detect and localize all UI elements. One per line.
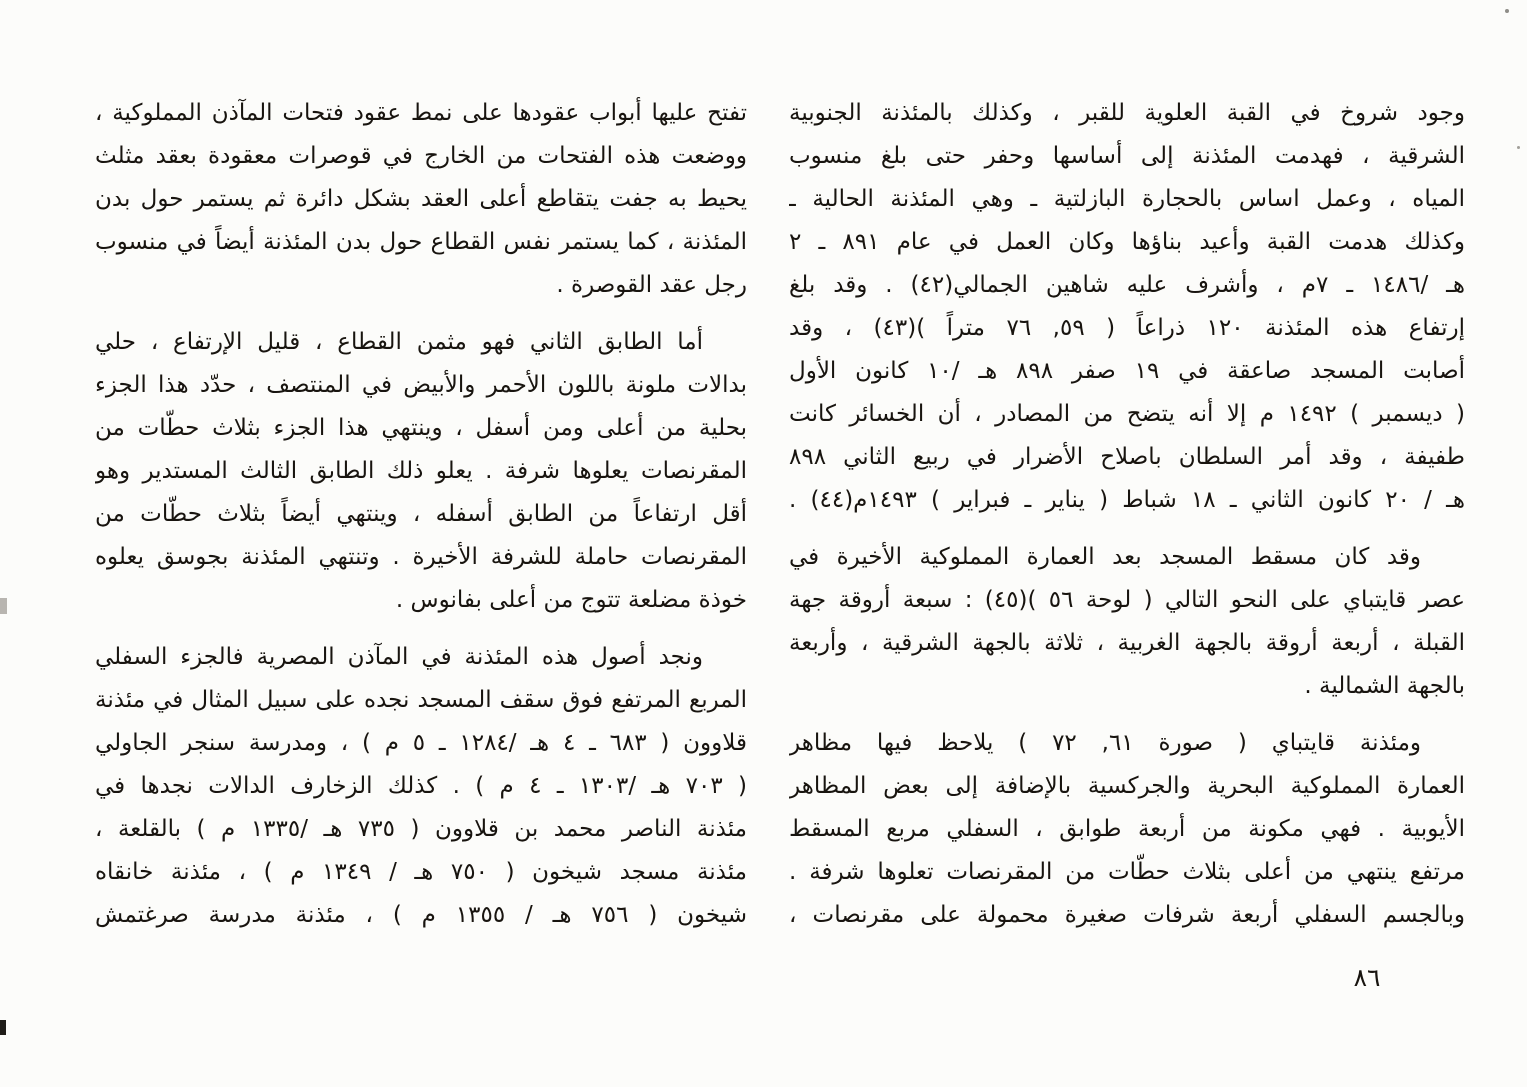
text-line: بالجهة الشمالية . (1304, 673, 1465, 699)
text-line: مئذنة الناصر محمد بن قلاوون ( ٧٣٥ هـ /١٣٣٥ م ) بالقلعة ، (95, 816, 747, 842)
right-column (789, 92, 1465, 937)
text-line: هـ / ٢٠ كانون الثاني ـ ١٨ شباط ( يناير ـ فبراير ) ١٤٩٣م(٤٤) . (789, 487, 1465, 513)
page-number: ٨٦ (1353, 963, 1381, 992)
scan-artifact (1517, 146, 1520, 149)
scan-artifact (0, 598, 7, 614)
text-line: يحيط به جفت يتقاطع أعلى العقد بشكل دائرة ثم يستمر حول بدن (95, 186, 747, 212)
text-line: ونجد أصول هذه المئذنة في المآذن المصرية فالجزء السفلي (95, 644, 703, 670)
text-line: بدالات ملونة باللون الأحمر والأبيض في المنتصف ، حدّد هذا الجزء (95, 372, 747, 398)
text-line: ومئذنة قايتباي ( صورة ٦١, ٧٢ ) يلاحظ فيها مظاهر (789, 730, 1422, 756)
text-line: تفتح عليها أبواب عقودها على نمط عقود فتحات المآذن المملوكية ، (95, 100, 747, 126)
text-line: شيخون ( ٧٥٦ هـ / ١٣٥٥ م ) ، مئذنة مدرسة صرغتمش (95, 902, 747, 928)
paragraph (789, 722, 1465, 937)
text-line: المقرنصات يعلوها شرفة . يعلو ذلك الطابق الثالث المستدير وهو (95, 458, 747, 484)
paragraph (95, 636, 747, 937)
scan-artifact (0, 1020, 6, 1035)
text-line: العمارة المملوكية البحرية والجركسية بالإضافة إلى بعض المظاهر (789, 773, 1465, 799)
text-line: بحلية من أعلى ومن أسفل ، وينتهي هذا الجزء بثلاث حطّات من (95, 415, 747, 441)
text-line: وقد كان مسقط المسجد بعد العمارة المملوكية الأخيرة في (789, 544, 1421, 570)
text-line: وجود شروخ في القبة العلوية للقبر ، وكذلك بالمئذنة الجنوبية (789, 100, 1465, 126)
text-line: ووضعت هذه الفتحات من الخارج في قوصرات معقودة بعقد مثلث (95, 143, 747, 169)
text-line: وكذلك هدمت القبة وأعيد بناؤها وكان العمل في عام ٨٩١ ـ ٢ (789, 229, 1465, 255)
text-line: ( ديسمبر ) ١٤٩٢ م إلا أنه يتضح من المصادر ، أن الخسائر كانت (789, 401, 1465, 427)
text-line: خوذة مضلعة تتوج من أعلى بفانوس . (395, 587, 747, 613)
paragraph (95, 321, 747, 622)
left-column (95, 92, 747, 937)
text-line: المقرنصات حاملة للشرفة الأخيرة . وتنتهي المئذنة بجوسق يعلوه (95, 544, 747, 570)
text-line: عصر قايتباي على النحو التالي ( لوحة ٥٦ )(٤٥) : سبعة أروقة جهة (789, 587, 1465, 613)
text-line: طفيفة ، وقد أمر السلطان باصلاح الأضرار في ربيع الثاني ٨٩٨ (789, 444, 1465, 470)
text-line: أصابت المسجد صاعقة في ١٩ صفر ٨٩٨ هـ /١٠ كانون الأول (789, 358, 1465, 384)
text-line: الشرقية ، فهدمت المئذنة إلى أساسها وحفر حتى بلغ منسوب (789, 143, 1465, 169)
paragraph (95, 92, 747, 307)
text-line: ( ٧٠٣ هـ /١٣٠٣ ـ ٤ م ) . كذلك الزخارف الدالات نجدها في (95, 773, 747, 799)
scan-artifact (1505, 9, 1509, 13)
paragraph (789, 92, 1465, 522)
text-line: المربع المرتفع فوق سقف المسجد نجده على سبيل المثال في مئذنة (95, 687, 747, 713)
text-line: وبالجسم السفلي أربعة شرفات صغيرة محمولة على مقرنصات ، (789, 902, 1465, 928)
text-line: أما الطابق الثاني فهو مثمن القطاع ، قليل الإرتفاع ، حلي (95, 329, 703, 355)
text-line: المياه ، وعمل اساس بالحجارة البازلتية ـ وهي المئذنة الحالية ـ (789, 186, 1465, 212)
text-line: قلاوون ( ٦٨٣ ـ ٤ هـ /١٢٨٤ ـ ٥ م ) ، ومدرسة سنجر الجاولي (95, 730, 747, 756)
text-line: الأيوبية . فهي مكونة من أربعة طوابق ، السفلي مربع المسقط (789, 816, 1465, 842)
text-line: مئذنة مسجد شيخون ( ٧٥٠ هـ / ١٣٤٩ م ) ، مئذنة خانقاه (95, 859, 747, 885)
text-line: هـ /١٤٨٦ ـ ٧م ، وأشرف عليه شاهين الجمالي(٤٢) . وقد بلغ (789, 272, 1465, 298)
text-line: أقل ارتفاعاً من الطابق أسفله ، وينتهي أيضاً بثلاث حطّات من (95, 501, 747, 527)
text-line: المئذنة ، كما يستمر نفس القطاع حول بدن المئذنة أيضاً في منسوب (95, 229, 747, 255)
text-line: مرتفع ينتهي من أعلى بثلاث حطّات من المقرنصات تعلوها شرفة . (789, 859, 1465, 885)
text-line: إرتفاع هذه المئذنة ١٢٠ ذراعاً ( ٥٩, ٧٦ متراً )(٤٣) ، وقد (789, 315, 1465, 341)
paragraph (789, 536, 1465, 708)
text-line: رجل عقد القوصرة . (556, 272, 747, 298)
text-line: القبلة ، أربعة أروقة بالجهة الغربية ، ثلاثة بالجهة الشرقية ، وأربعة (789, 630, 1465, 656)
